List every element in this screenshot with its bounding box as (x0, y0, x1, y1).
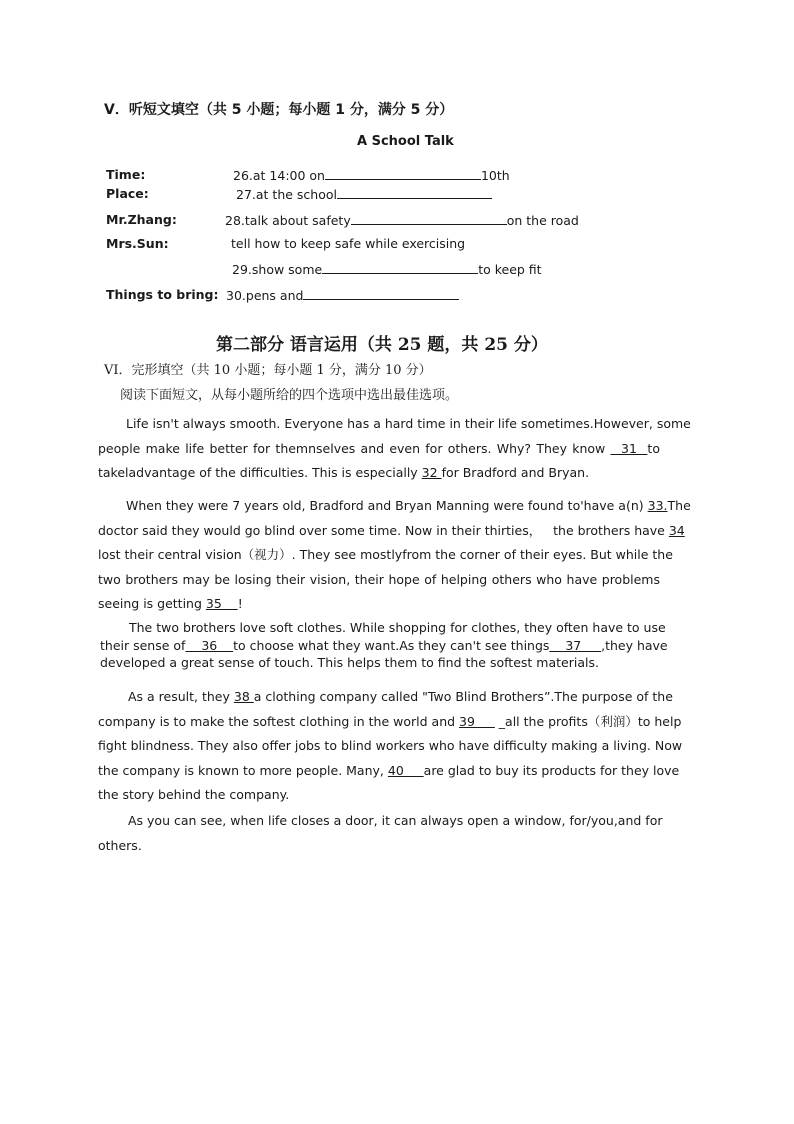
text-run: for Bradford and Bryan. (441, 465, 590, 481)
paragraph-line: two brothers may be losing their vision, their hope of helping others who have problems (98, 571, 660, 587)
place-label: Place: (106, 186, 149, 201)
sun-label: Mrs.Sun: (106, 236, 169, 251)
paragraph-line: As you can see, when life closes a door, it can always open a window, for/you,and for (128, 813, 663, 828)
sun-text-1: tell how to keep safe while exercising (231, 236, 466, 251)
paragraph-line (98, 494, 691, 519)
paragraph-line (98, 461, 660, 486)
blank-31: 31 (610, 440, 648, 456)
passage-paragraph-3 (98, 619, 668, 672)
zhang-label: Mr.Zhang: (106, 212, 177, 227)
text-run: are glad to buy its products for they love (423, 762, 680, 778)
blank-35: 35 (205, 596, 238, 612)
sun-suffix-2: to keep fit (478, 262, 542, 277)
text-run: to choose what they want.As they can't see things (233, 637, 550, 653)
text-run: a clothing company called "Two Blind Brothers”.The purpose of the (253, 689, 673, 704)
text-run: their sense of (100, 637, 186, 653)
bring-text: 30.pens and (226, 288, 304, 303)
blank-39: 39 (459, 713, 495, 729)
blank-27 (337, 186, 492, 199)
paragraph-line (98, 437, 660, 462)
zhang-row (225, 212, 579, 228)
place-row (236, 186, 492, 202)
blank-26 (325, 167, 481, 180)
paragraph-line (98, 592, 660, 617)
blank-33: 33. (647, 498, 668, 513)
blank-40: 40 (387, 762, 424, 778)
text-run: When they were 7 years old, Bradford and Bryan Manning were found to'have a(n) (126, 498, 648, 513)
blank-30 (303, 287, 459, 300)
paragraph-line (98, 637, 668, 655)
text-run: the company is known to more people. Many, (98, 762, 388, 778)
paragraph-line (98, 685, 673, 710)
time-suffix: 10th (480, 168, 510, 183)
place-text: 27.at the school (236, 187, 337, 202)
sun-text-2: 29.show some (232, 262, 323, 277)
blank-37: 37 (549, 637, 602, 653)
text-run: As a result, they (128, 689, 234, 704)
paragraph-line: lost their central vision（视力）. They see mostlyfrom the corner of their eyes. But while the (98, 547, 673, 563)
instruction-text: 阅读下面短文，从每小题所给的四个选项中选出最佳选项。 (120, 388, 459, 403)
text-run: company is to make the softest clothing in the world and (98, 713, 460, 729)
paragraph-line (98, 519, 685, 544)
bring-label: Things to bring: (106, 287, 219, 302)
zhang-text: 28.talk about safety (225, 213, 351, 228)
paragraph-line: the story behind the company. (98, 787, 290, 803)
section-6-heading: VI．完形填空（共 10 小题；每小题 1 分，满分 10 分） (104, 363, 432, 378)
blank-36: 36 (185, 637, 234, 653)
paragraph-line: The two brothers love soft clothes. While shopping for clothes, they often have to use (129, 620, 666, 635)
paragraph-line: fight blindness. They also offer jobs to blind workers who have difficulty making a living. Now (98, 738, 683, 754)
passage-paragraph-4 (98, 685, 683, 808)
text-run: to (647, 440, 660, 456)
paragraph-line: others. (98, 837, 142, 853)
talk-title: A School Talk (357, 134, 454, 149)
text-run: ,they have (601, 637, 668, 653)
passage-paragraph-2 (98, 494, 691, 617)
text-run: The (667, 498, 691, 513)
sun-row-2 (232, 261, 542, 277)
blank-32: 32 (421, 465, 442, 481)
blank-38: 38 (233, 689, 254, 704)
passage-paragraph-1 (98, 412, 691, 486)
bring-row (226, 287, 459, 303)
time-text: 26.at 14:00 on (233, 168, 325, 183)
zhang-suffix: on the road (506, 213, 579, 228)
paragraph-line: developed a great sense of touch. This helps them to find the softest materials. (100, 655, 599, 670)
blank-28 (351, 212, 507, 225)
blank-34: 34 (668, 522, 685, 538)
part-2-heading: 第二部分 语言运用（共 25 题，共 25 分） (216, 335, 548, 355)
paragraph-line (98, 759, 680, 784)
paragraph-line: Life isn't always smooth. Everyone has a hard time in their life sometimes.However, some (126, 416, 691, 431)
passage-paragraph-5 (98, 809, 663, 858)
text-run: doctor said they would go blind over some time. Now in their thirties， the brothers have (98, 522, 669, 538)
paragraph-line (98, 710, 682, 735)
time-row (233, 167, 510, 183)
text-run: takeladvantage of the difficulties. This is especially (98, 465, 422, 481)
text-run: people make life better for themnselves and even for others. Why? They know (98, 440, 606, 456)
blank-29 (322, 261, 478, 274)
text-run: ! (237, 596, 243, 612)
text-run: seeing is getting (98, 596, 206, 612)
text-run: _all the profits（利润）to help (494, 713, 682, 729)
time-label: Time: (106, 167, 146, 182)
section-5-heading: V．听短文填空（共 5 小题；每小题 1 分，满分 5 分） (104, 102, 454, 118)
